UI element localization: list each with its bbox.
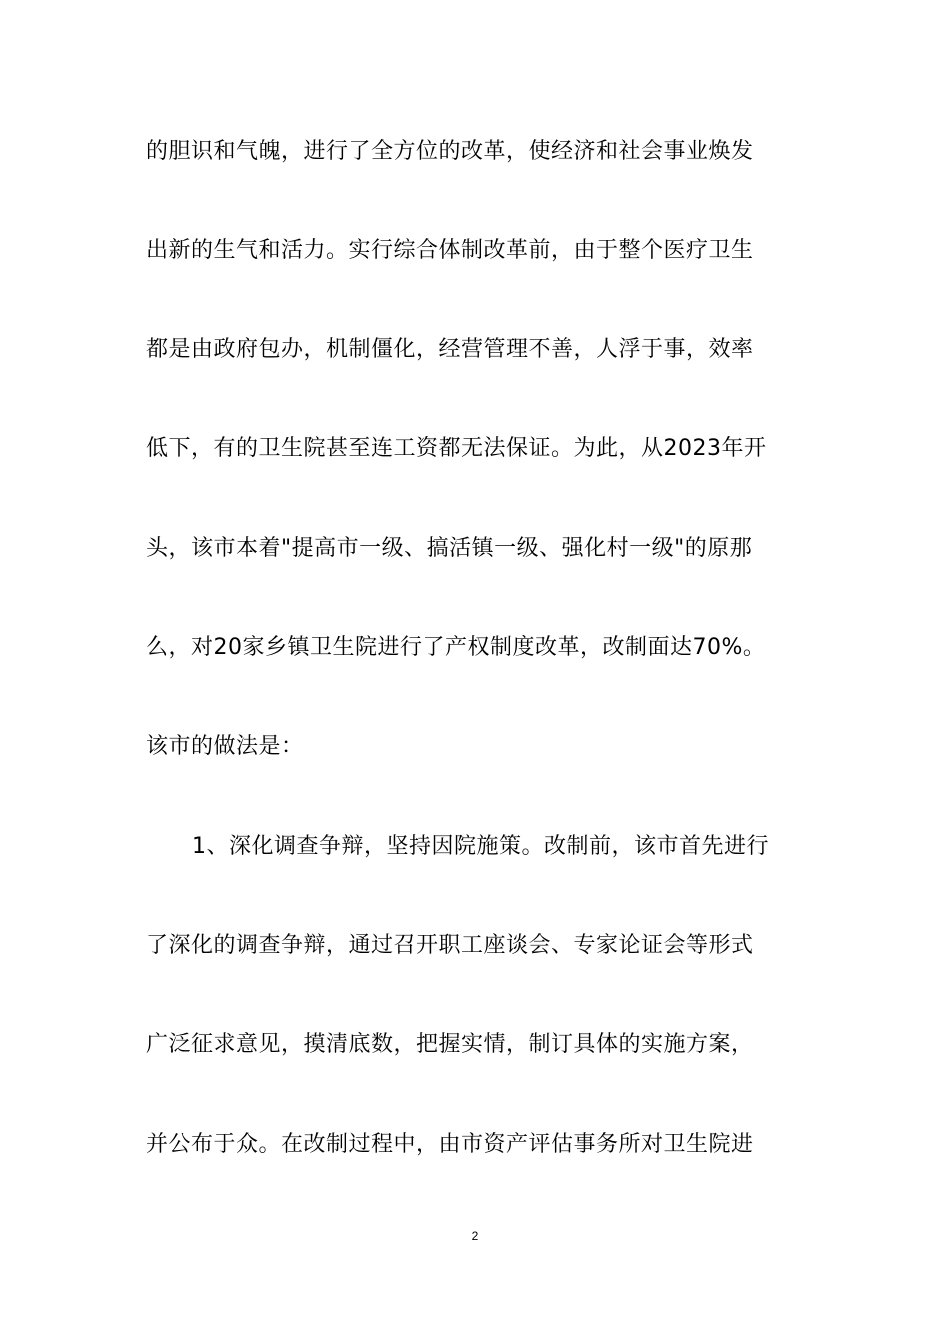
text-line-7: 该市的做法是： — [146, 734, 304, 759]
text-line-8: 1、深化调查争辩，坚持因院施策。改制前，该市首先进行 — [192, 834, 769, 859]
text-line-11: 并公布于众。在改制过程中，由市资产评估事务所对卫生院进 — [146, 1132, 754, 1157]
text-line-6: 么，对20家乡镇卫生院进行了产权制度改革，改制面达70%。 — [146, 635, 766, 660]
text-line-1: 的胆识和气魄，进行了全方位的改革，使经济和社会事业焕发 — [146, 139, 754, 164]
text-line-5: 头，该市本着"提高市一级、搞活镇一级、强化村一级"的原那 — [146, 536, 753, 561]
text-line-2: 出新的生气和活力。实行综合体制改革前，由于整个医疗卫生 — [146, 238, 754, 263]
text-line-3: 都是由政府包办，机制僵化，经营管理不善，人浮于事，效率 — [146, 337, 754, 362]
page-number: 2 — [471, 1229, 479, 1243]
text-line-10: 广泛征求意见，摸清底数，把握实情，制订具体的实施方案， — [146, 1032, 754, 1057]
text-line-4: 低下，有的卫生院甚至连工资都无法保证。为此，从2023年开 — [146, 436, 767, 461]
text-line-9: 了深化的调查争辩，通过召开职工座谈会、专家论证会等形式 — [146, 933, 754, 958]
